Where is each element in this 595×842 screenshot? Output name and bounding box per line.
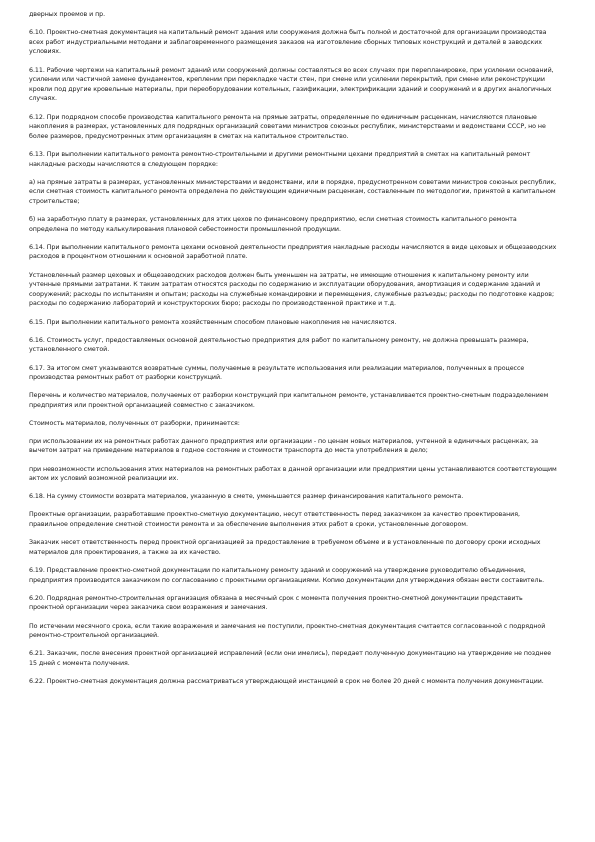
paragraph-6-14: 6.14. При выполнении капитального ремонта цехами основной деятельности предприятия накладные расходы начисляются в виде цеховых и общезаводских расходов в процентном отношении к основной заработной плате.	[29, 243, 557, 261]
paragraph-6-10: 6.10. Проектно-сметная документация на капитальный ремонт здания или сооружения должна быть полной и достаточной для организации производства всех работ индустриальными методами и заблаговременного размещения заказов на изготовление сборных типовых конструкций и деталей в заводских условиях.	[29, 29, 547, 56]
paragraph-continuation: дверных проемов и пр.	[29, 11, 106, 18]
paragraph-materials-use: при использовании их на ремонтных работах данного предприятия или организации - по ценам новых материалов, учтенной в единичных расценках, за вычетом затрат на приведение материалов в годное состояние и стоимости транспорта до места употребления в дело;	[29, 437, 539, 455]
paragraph-6-15: 6.15. При выполнении капитального ремонта хозяйственным способом плановые накопления не начисляются.	[29, 318, 397, 326]
paragraph-6-18: 6.18. На сумму стоимости возврата материалов, указанную в смете, уменьшается размер финансирования капитального ремонта.	[29, 493, 464, 501]
paragraph-6-16: 6.16. Стоимость услуг, предоставляемых основной деятельностью предприятия для работ по капитальному ремонту, не должна превышать размера, установленного сметой.	[29, 336, 529, 354]
paragraph-materials-cost: Стоимость материалов, полученных от разборки, принимается:	[29, 420, 240, 428]
paragraph-6-13-b: б) на заработную плату в размерах, установленных для этих цехов по финансовому предприятию, если сметная стоимость капитального ремонта определена по методу калькулирования плановой себестоимости промышленной продукции.	[29, 216, 517, 233]
paragraph-materials-list: Перечень и количество материалов, получаемых от разборки конструкций при капитальном ремонте, устанавливается проектно-сметным подразделением предприятия или проектной организацией совместно с заказчиком.	[29, 392, 549, 409]
paragraph-materials-sale: при невозможности использования этих материалов на ремонтных работах в данной организации или предприятии цены устанавливаются соответствующим актом их условий возможной реализации их.	[29, 465, 557, 483]
paragraph-6-21: 6.21. Заказчик, после внесения проектной организацией исправлений (если они имелись), передает полученную документацию на утверждение не позднее 15 дней с момента получения.	[29, 650, 552, 667]
paragraph-6-17: 6.17. За итогом смет указываются возвратные суммы, получаемые в результате использования или реализации материалов, полученных в процессе производства ремонтных работ от разборки конструкций.	[29, 364, 525, 382]
paragraph-6-19: 6.19. Представление проектно-сметной документации по капитальному ремонту зданий и сооружений на утверждение руководителю объединения, предприятия производится заказчиком по согласованию с проектными организациями. Копию документации для утверждения обязан вести составитель.	[29, 567, 545, 584]
paragraph-6-12: 6.12. При подрядном способе производства капитального ремонта на прямые затраты, определенные по единичным расценкам, начисляются плановые накопления в размерах, установленных для подрядных организаций советами министров союзных республик, министерствами и ведомствами СССР, но не более размеров, предусмотренных этим организациям в сметах на капитальное строительство.	[29, 113, 546, 140]
paragraph-6-13-a: а) на прямые затраты в размерах, установленных министерствами и ведомствами, или в порядке, предусмотренном советами министров союзных республик, если сметная стоимость капитального ремонта определена по действующим единичным расценкам, составленным по методологии, принятой в капитальном строительстве;	[29, 178, 557, 205]
paragraph-design-responsibility: Проектные организации, разработавшие проектно-сметную документацию, несут ответственность перед заказчиком за качество проектирования, правильное определение сметной стоимости ремонта и за обеспечение выполнения этих работ в сроки, установленные договором.	[29, 511, 520, 529]
paragraph-6-22: 6.22. Проектно-сметная документация должна рассматриваться утверждающей инстанцией в срок не более 20 дней с момента получения документации.	[29, 678, 544, 686]
paragraph-6-11: 6.11. Рабочие чертежи на капитальный ремонт зданий или сооружений должны составляться во всех случаях при перепланировке, при усилении оснований, усилении или частичной замене фундаментов, креплении при перекладке части стен, при смене или усилении перекрытий, при смене или реконструкции кровли под другие кровельные материалы, при переоборудовании котельных, газификации, электрификации зданий и сооружений и в других аналогичных случаях.	[29, 66, 554, 103]
paragraph-overhead-reduction: Установленный размер цеховых и общезаводских расходов должен быть уменьшен на затраты, не имеющие отношения к капитальному ремонту или учтенные прямыми затратами. К таким затратам относятся расходы по содержанию и эксплуатации оборудования, амортизация и содержание зданий и сооружений; расходы по испытаниям и опытам; расходы на служебные командировки и перемещения, служебные разъезды; расходы по подготовке кадров; расходы по содержанию лабораторий и конструкторских бюро; расходы по производственной практике и т.д.	[29, 271, 555, 308]
paragraph-monthly-term: По истечении месячного срока, если такие возражения и замечания не поступили, проектно-сметная документация считается согласованной с подрядной ремонтно-строительной организацией.	[29, 622, 546, 640]
paragraph-6-20: 6.20. Подрядная ремонтно-строительная организация обязана в месячный срок с момента получения проектно-сметной документации представить проектной организации через заказчика свои возражения и замечания.	[29, 594, 523, 612]
paragraph-6-13: 6.13. При выполнении капитального ремонта ремонтно-строительными и другими ремонтными цехами предприятий в сметах на капитальный ремонт накладные расходы начисляются в следующем порядке:	[29, 150, 531, 168]
paragraph-customer-responsibility: Заказчик несет ответственность перед проектной организацией за предоставление в требуемом объеме и в установленные по договору сроки исходных материалов для проектирования, а также за их качество.	[29, 539, 541, 556]
